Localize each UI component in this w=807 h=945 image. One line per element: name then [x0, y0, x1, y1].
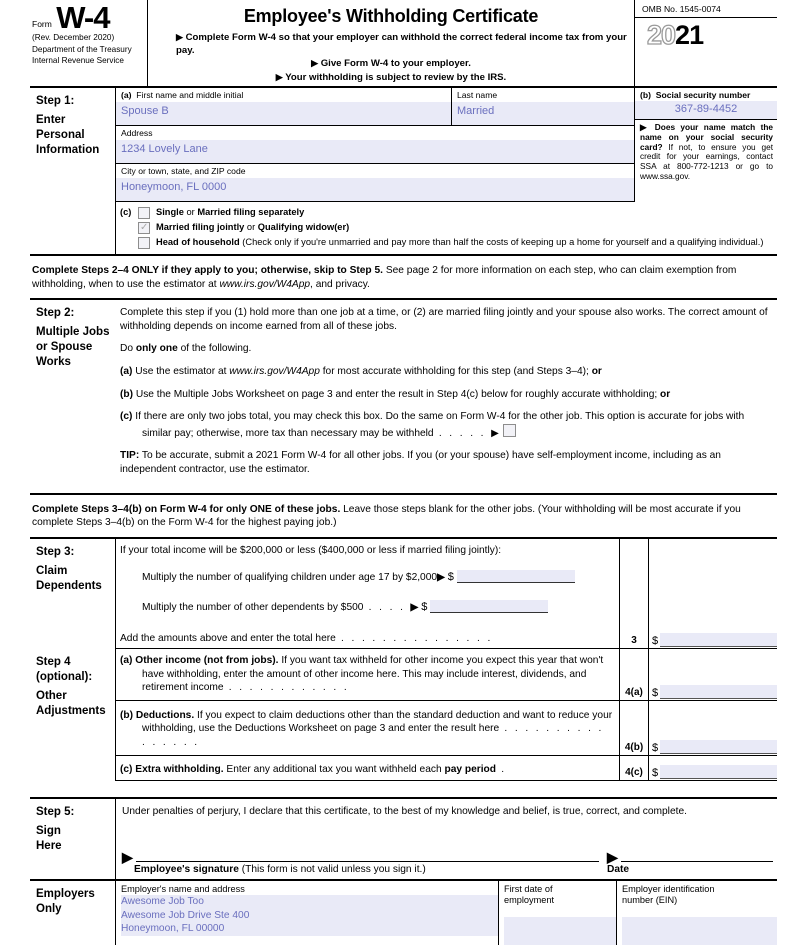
step-2-do-only-one: Do only one of the following.	[120, 343, 252, 355]
step-4-label	[30, 649, 116, 781]
option-b-tag: (b)	[120, 388, 134, 400]
header-bullet-2	[154, 57, 628, 71]
step-4a-bold: Other income (not from jobs).	[135, 655, 279, 667]
step-4c-tag: (c)	[120, 763, 133, 775]
step-3-label-line-3: Dependents	[36, 579, 102, 592]
step-3-other-line: Multiply the number of other dependents by $500 . . . . ▶ $	[116, 590, 619, 620]
ssn-tag: (b)	[640, 90, 651, 100]
signature-date-input[interactable]	[621, 845, 773, 862]
step-3-amt-spacer-2	[649, 562, 777, 590]
step-2-label-line-3: or Spouse	[36, 341, 93, 354]
ein-caption-line-2: number (EIN)	[622, 895, 678, 906]
notice-steps-3-4b-bold: Complete Steps 3–4(b) on Form W-4 for only ONE of these jobs.	[32, 503, 341, 515]
address-row	[116, 126, 634, 164]
first-name-input[interactable]: Spouse B	[116, 102, 451, 125]
form-sheet	[30, 0, 777, 945]
dollar-sign: $	[652, 767, 659, 780]
city-row	[116, 164, 634, 202]
step-2-section	[30, 298, 777, 484]
step-1-ssn-block	[635, 88, 777, 202]
do-only-one-bold: only one	[135, 343, 178, 355]
step-5-section	[30, 797, 777, 879]
employer-name-line-1[interactable]: Awesome Job Too	[121, 895, 498, 908]
step-4b-amount-cell[interactable]	[649, 701, 777, 755]
step-1-label-line-3: Personal	[36, 129, 85, 141]
step-4-label-line-1: Step 4	[36, 656, 71, 669]
first-date-caption-line-1: First date of	[504, 883, 553, 894]
triangle-icon: ▶	[437, 572, 445, 584]
triangle-icon: ▶	[410, 601, 419, 613]
filing-status-single-label: Single or Married filing separately	[156, 207, 305, 217]
filing-status-group	[116, 202, 777, 254]
form-number: W-4	[56, 0, 110, 35]
step-3-children-row	[116, 562, 777, 590]
filing-status-option-head-of-household[interactable]	[116, 235, 777, 250]
step-4-label-line-4: Adjustments	[36, 705, 106, 718]
step-4b-bold: Deductions.	[135, 709, 195, 721]
step-3-label-line-1: Step 3:	[36, 545, 75, 558]
step-2-intro: Complete this step if you (1) hold more than one job at a time, or (2) are married filing jointly and your spouse also works. The correct amount of withholding depends on income earned from all of these jobs.	[120, 307, 768, 332]
signature-caption-bold: Employee's signature	[134, 863, 239, 875]
header-bullet-1-text: Complete Form W-4 so that your employer can withhold the correct federal income tax from your pay.	[176, 32, 627, 56]
employee-signature-input[interactable]	[136, 845, 599, 862]
triangle-icon: ▶	[176, 32, 183, 42]
step-4-section	[30, 649, 777, 781]
signature-field-group[interactable]	[122, 845, 599, 865]
step-3-section	[30, 537, 777, 649]
tip-label: TIP:	[120, 450, 140, 462]
form-revision: (Rev. December 2020)	[32, 33, 115, 42]
step-3-total-amount-cell[interactable]	[649, 620, 777, 649]
ein-input[interactable]	[622, 917, 777, 945]
department-line-2: Internal Revenue Service	[32, 56, 124, 65]
checkbox-head-of-household-icon[interactable]	[138, 237, 150, 249]
employers-label-line-2: Only	[36, 902, 62, 915]
first-name-caption-text: First name and middle initial	[136, 90, 244, 100]
triangle-icon: ▶	[122, 848, 133, 865]
ssn-input[interactable]: 367-89-4452	[635, 101, 777, 119]
triangle-icon: ▶	[491, 427, 499, 439]
step-3-total-row	[116, 620, 777, 650]
step-2-tip: TIP: To be accurate, submit a 2021 Form W-4 for all other jobs. If you (or your spouse) have self-employment income, including as an independent contractor, use the estimator.	[120, 450, 721, 475]
step-5-label-line-1: Step 5:	[36, 806, 75, 819]
first-date-of-employment-cell[interactable]	[499, 881, 617, 945]
notice-steps-3-4b	[30, 493, 777, 537]
filing-status-option-single[interactable]	[116, 205, 777, 220]
step-4a-text: (a) Other income (not from jobs). If you want tax withheld for other income you expect this year that won't have withholding, enter the amount of other income here. This may include interest, dividends, and retirement income . . . . . . . . . . . .	[120, 655, 604, 694]
step-4a-line-number: 4(a)	[619, 649, 649, 700]
form-header	[30, 0, 777, 88]
step-5-body	[116, 799, 777, 879]
step-3-line-number: 3	[619, 620, 649, 649]
step-4c-bold: Extra withholding.	[135, 763, 224, 775]
header-bullet-3-text: Your withholding is subject to review by the IRS.	[285, 71, 507, 83]
step-4b-text: (b) Deductions. If you expect to claim deductions other than the standard deduction and want to reduce your withholding, use the Deductions Worksheet on page 3 and enter the result here . . . . . . . . . . . . . . . .	[120, 709, 613, 749]
department-line-1: Department of the Treasury	[32, 44, 132, 54]
step-2-label-line-4: Works	[36, 356, 71, 369]
first-name-cell	[116, 88, 452, 125]
step-4c-line-number: 4(c)	[619, 756, 649, 781]
employers-only-label	[30, 881, 116, 945]
city-caption: City or town, state, and ZIP code	[121, 166, 246, 176]
page-title: Employee's Withholding Certificate	[243, 6, 539, 26]
filing-status-option-married-jointly[interactable]	[116, 220, 777, 235]
step-4c-input[interactable]	[660, 765, 777, 779]
omb-number: OMB No. 1545-0074	[635, 0, 777, 18]
notice-steps-2-4-bold: Complete Steps 2–4 ONLY if they apply to you; otherwise, skip to Step 5.	[32, 265, 383, 276]
checkbox-single-icon[interactable]	[138, 207, 150, 219]
header-bullet-2-text: Give Form W-4 to your employer.	[320, 58, 471, 69]
last-name-caption: Last name	[457, 90, 498, 100]
employer-name-line-2[interactable]: Awesome Job Drive Ste 400	[121, 909, 498, 922]
filing-status-hoh-label	[156, 236, 763, 249]
name-row	[116, 88, 634, 126]
step-3-amt-spacer-3	[649, 590, 777, 620]
single-bold: Single	[156, 207, 184, 217]
form-identity-block	[30, 0, 148, 86]
employers-only-section	[30, 879, 777, 945]
step-2-option-c: (c) If there are only two jobs total, you may check this box. Do the same on Form W-4 for the other job. This option is accurate for jobs with similar pay; otherwise, more tax than necessary may be withheld . . . . . ▶	[120, 411, 745, 439]
step-3-children-line: Multiply the number of qualifying children under age 17 by $2,000▶ $	[116, 562, 619, 590]
perjury-statement: Under penalties of perjury, I declare that this certificate, to the best of my knowledge and belief, is true, correct, and complete.	[122, 806, 687, 818]
ssn-caption-text: Social security number	[655, 90, 751, 100]
employee-signature-caption: Employee's signature (This form is not valid unless you sign it.)	[134, 863, 426, 875]
step-3-other-dependents-row	[116, 590, 777, 620]
triangle-icon: ▶	[311, 58, 319, 68]
step-3-amt-spacer	[649, 539, 777, 563]
qualifying-children-amount-input[interactable]	[457, 570, 575, 583]
dollar-sign: $	[652, 686, 659, 699]
filing-status-married-jointly-label: Married filing jointly or Qualifying widow(er)	[156, 222, 350, 232]
step-3-num-spacer-2	[619, 562, 649, 590]
checkbox-married-jointly-icon[interactable]	[138, 222, 150, 234]
address-input[interactable]: 1234 Lovely Lane	[116, 140, 634, 163]
step-3-total-input[interactable]	[660, 633, 777, 647]
city-input[interactable]: Honeymoon, FL 0000	[116, 178, 634, 201]
last-name-cell	[452, 88, 634, 125]
step-3-num-spacer	[619, 539, 649, 563]
step-1-label-line-1: Step 1:	[36, 95, 75, 107]
step-4c-amount-cell[interactable]	[649, 756, 777, 781]
step-5-label-line-3: Here	[36, 840, 62, 853]
other-dependents-amount-input[interactable]	[430, 600, 548, 613]
step-3-body	[116, 539, 777, 649]
step-4a-row	[116, 649, 777, 701]
triangle-icon: ▶	[275, 71, 283, 82]
hoh-rest: (Check only if you're unmarried and pay more than half the costs of keeping up a home for yourself and a qualifying individual.)	[239, 237, 764, 247]
step-4c-text: (c) Extra withholding. Enter any additional tax you want withheld each pay period .	[120, 763, 507, 775]
form-word-label: Form	[32, 19, 52, 29]
employer-name-caption: Employer's name and address	[121, 883, 245, 894]
omb-year-block	[635, 0, 777, 86]
step-4-label-line-2: (optional):	[36, 671, 93, 684]
header-bullet-3	[154, 71, 628, 85]
step-5-label-line-2: Sign	[36, 825, 61, 838]
ssn-note-rest: If not, to ensure you get credit for your earnings, contact SSA at 800-772-1213 or go to www.ssa.gov.	[640, 141, 773, 181]
step-2-option-b: (b) Use the Multiple Jobs Worksheet on page 3 and enter the result in Step 4(c) below for roughly accurate withholding; or	[120, 388, 671, 400]
address-caption: Address	[121, 128, 153, 138]
step-2-label-line-2: Multiple Jobs	[36, 326, 110, 339]
step-4b-line-number: 4(b)	[619, 701, 649, 755]
triangle-icon: ▶	[607, 848, 618, 865]
address-cell	[116, 126, 634, 163]
option-c-tag: (c)	[120, 411, 133, 423]
employers-label-line-1: Employers	[36, 887, 95, 900]
step-4c-row	[116, 756, 777, 782]
hoh-bold: Head of household	[156, 237, 240, 247]
dollar-sign: $	[652, 635, 659, 648]
step-3-label-line-2: Claim	[36, 564, 68, 577]
step-4b-input[interactable]	[660, 740, 777, 754]
date-field-group[interactable]	[607, 845, 773, 865]
w4app-link[interactable]: www.irs.gov/W4App	[219, 278, 311, 290]
step-4-body	[116, 649, 777, 781]
employer-ein-cell[interactable]	[617, 881, 777, 945]
qw-bold: Qualifying widow(er)	[257, 222, 350, 232]
step-2-label-line-1: Step 2:	[36, 307, 75, 320]
signature-row	[122, 845, 773, 865]
first-date-caption-line-2: employment	[504, 895, 555, 906]
checkbox-two-jobs-icon[interactable]	[503, 424, 516, 437]
step-3-total-line: Add the amounts above and enter the total here . . . . . . . . . . . . . . .	[120, 632, 493, 644]
header-bullet-1	[154, 31, 628, 57]
step-1-name-address	[116, 88, 635, 202]
step-3-num-spacer-3	[619, 590, 649, 620]
notice-steps-2-4-rest1: See page 2 for more information on each step, who can claim exemption from withholding, when to use the estimator at	[32, 265, 737, 290]
step-2-label	[30, 300, 116, 484]
employer-name-address-cell[interactable]	[116, 881, 499, 945]
step-1-label-line-2: Enter	[36, 114, 66, 126]
step-1-body	[116, 88, 777, 254]
step-4b-row	[116, 701, 777, 756]
step-3-intro-row	[116, 539, 777, 563]
triangle-icon: ▶	[640, 122, 650, 132]
notice-steps-3-4b-rest: Leave those steps blank for the other jobs. (Your withholding will be most accurate if you complete Steps 3–4(b) on the Form W-4 for the highest paying job.)	[32, 503, 741, 529]
step-2-option-a: (a) Use the estimator at www.irs.gov/W4App for most accurate withholding for this step (and Steps 3–4); or	[120, 365, 602, 377]
city-cell	[116, 164, 634, 201]
w4app-link[interactable]: www.irs.gov/W4App	[229, 365, 320, 377]
mfj-bold: Married filing jointly	[156, 222, 245, 232]
ssn-note-bold: Does your name match the name on your social security card?	[640, 122, 774, 152]
step-4a-tag: (a)	[120, 655, 133, 667]
form-title-block	[148, 0, 635, 86]
first-date-input[interactable]	[504, 917, 616, 945]
step-1-label	[30, 88, 116, 254]
mfs-bold: Married filing separately	[197, 207, 305, 217]
employer-name-line-3[interactable]: Honeymoon, FL 00000	[121, 922, 498, 935]
step-2-body	[116, 300, 777, 484]
step-4a-input[interactable]	[660, 685, 777, 699]
step-3-intro: If your total income will be $200,000 or less ($400,000 or less if married filing jointly):	[120, 544, 502, 556]
ssn-cell	[635, 88, 777, 120]
option-a-tag: (a)	[120, 365, 133, 377]
first-name-caption	[116, 88, 451, 102]
step-1-label-line-4: Information	[36, 144, 100, 156]
date-caption: Date	[607, 863, 630, 875]
dollar-sign: $	[652, 741, 659, 754]
step-5-label	[30, 799, 116, 879]
step-1-section	[30, 88, 777, 256]
tax-year-digits: 21	[675, 20, 704, 50]
ein-caption-line-1: Employer identification	[622, 883, 715, 894]
ssn-caption	[635, 88, 777, 101]
tax-year-century: 20	[647, 20, 676, 50]
step-3-label	[30, 539, 116, 649]
step-4a-amount-cell[interactable]	[649, 649, 777, 700]
pay-period-bold: pay period	[444, 763, 496, 775]
ssn-name-match-note	[635, 120, 777, 185]
notice-steps-2-4-rest2: , and privacy.	[310, 278, 370, 290]
filing-status-tag: (c)	[120, 207, 132, 217]
first-name-tag: (a)	[121, 90, 132, 100]
step-4b-tag: (b)	[120, 709, 134, 721]
last-name-input[interactable]: Married	[452, 102, 634, 125]
step-4-label-line-3: Other	[36, 690, 67, 703]
tax-year	[635, 18, 777, 50]
notice-steps-2-4	[30, 256, 777, 298]
